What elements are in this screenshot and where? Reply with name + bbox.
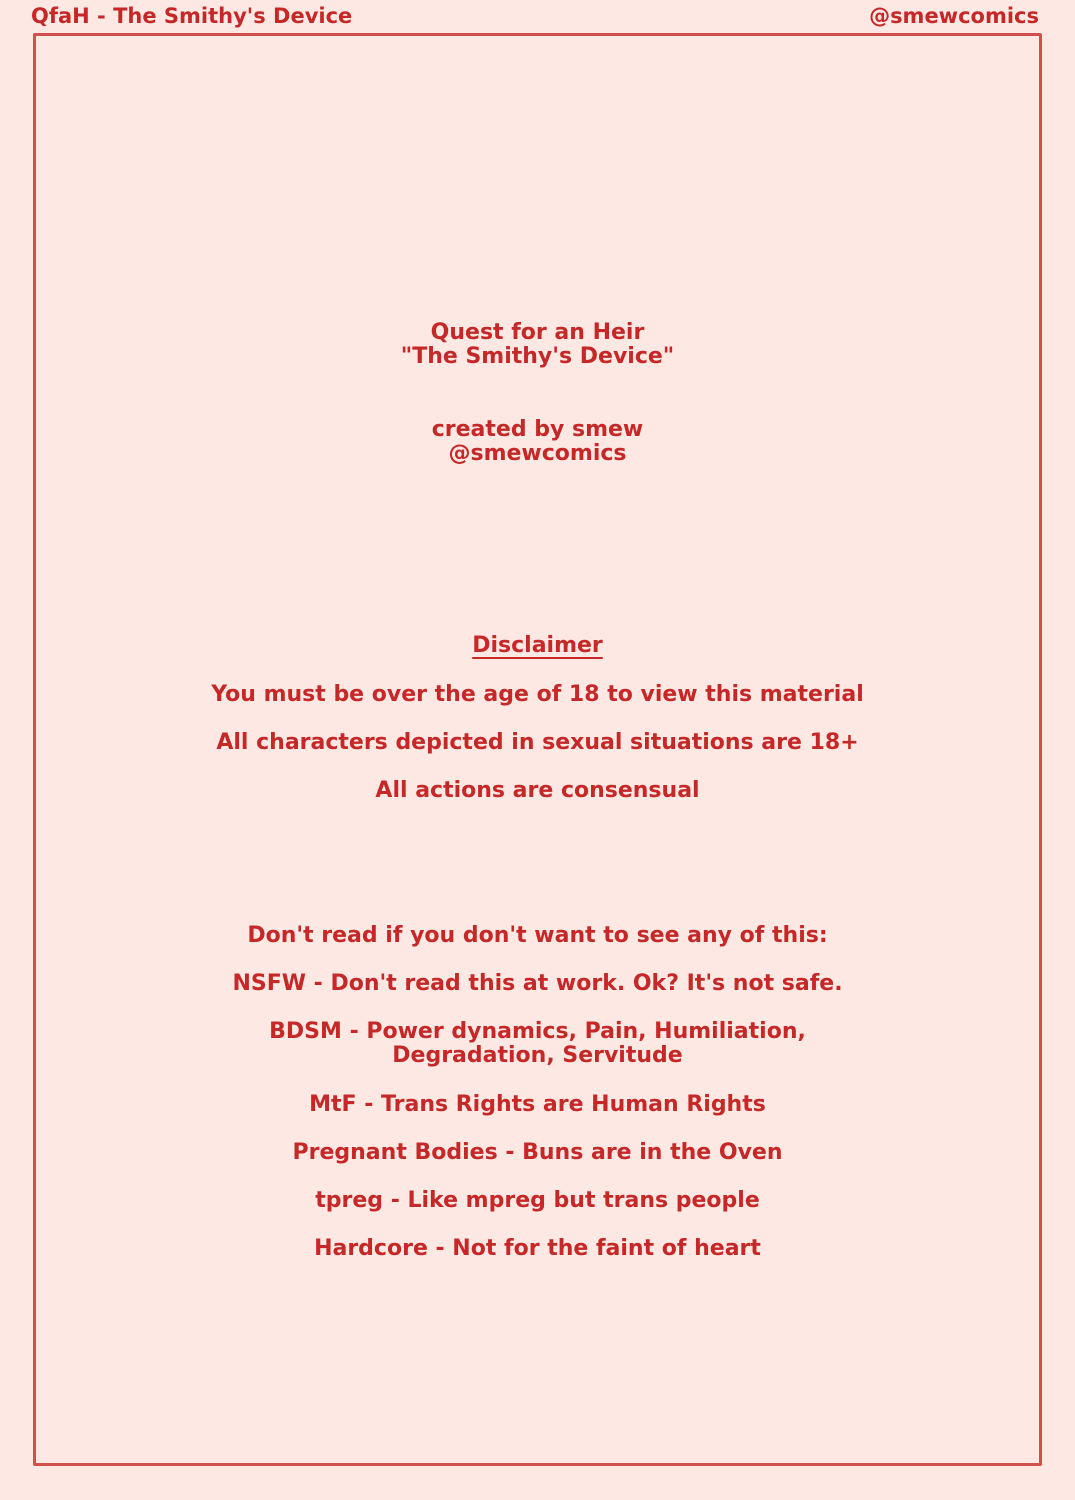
episode-title: "The Smithy's Device": [400, 344, 675, 369]
page-content: [36, 36, 1039, 1463]
disclaimer-heading: [36, 634, 1039, 658]
warning-bdsm-line1: BDSM - Power dynamics, Pain, Humiliation,: [269, 1019, 806, 1044]
warning-mtf: MtF - Trans Rights are Human Rights: [309, 1092, 766, 1117]
disclaimer-line-characters: All characters depicted in sexual situations are 18+: [216, 730, 859, 755]
warnings-intro: Don't read if you don't want to see any of this:: [247, 923, 828, 948]
warning-bdsm-line2: Degradation, Servitude: [392, 1043, 683, 1068]
warning-pregnant: Pregnant Bodies - Buns are in the Oven: [292, 1140, 783, 1165]
credit-handle: @smewcomics: [448, 441, 627, 466]
header-handle: @smewcomics: [869, 4, 1039, 28]
credit-line: created by smew: [431, 417, 644, 442]
page-frame: [33, 33, 1042, 1466]
disclaimer-line-age: You must be over the age of 18 to view this material: [211, 682, 864, 707]
warning-nsfw: NSFW - Don't read this at work. Ok? It's not safe.: [232, 971, 843, 996]
series-title: Quest for an Heir: [430, 320, 645, 345]
warning-tpreg: tpreg - Like mpreg but trans people: [315, 1188, 760, 1213]
disclaimer-heading-text: Disclaimer: [472, 633, 603, 658]
warning-hardcore: Hardcore - Not for the faint of heart: [314, 1236, 761, 1261]
header-title: QfaH - The Smithy's Device: [31, 4, 353, 28]
disclaimer-line-consent: All actions are consensual: [375, 778, 700, 803]
